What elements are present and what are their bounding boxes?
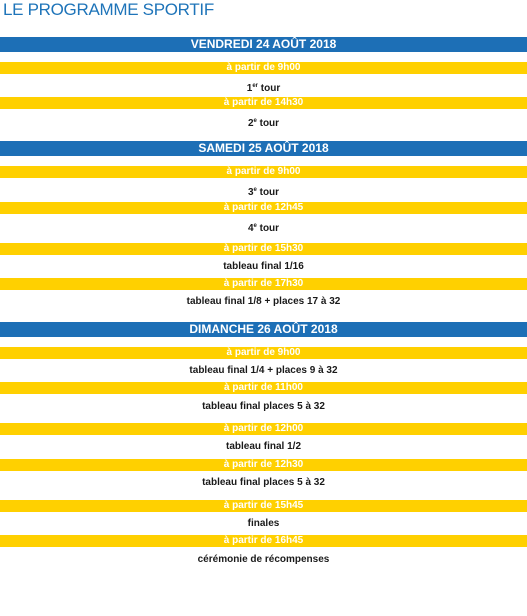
- event-label: tableau final 1/16: [223, 261, 304, 272]
- event-label: finales: [247, 518, 280, 529]
- time-bar: à partir de 9h00: [0, 347, 527, 359]
- time-bar: à partir de 14h30: [0, 97, 527, 109]
- time-bar: à partir de 15h30: [0, 243, 527, 255]
- day-header-friday: VENDREDI 24 AOÛT 2018: [0, 37, 527, 52]
- time-bar: à partir de 11h00: [0, 382, 527, 394]
- time-bar: à partir de 12h45: [0, 202, 527, 214]
- time-bar: à partir de 17h30: [0, 278, 527, 290]
- time-bar: à partir de 9h00: [0, 166, 527, 178]
- event-label: tableau final 1/2: [225, 441, 302, 452]
- event-label: cérémonie de récompenses: [197, 554, 330, 565]
- time-bar: à partir de 12h30: [0, 459, 527, 471]
- page-title: LE PROGRAMME SPORTIF: [3, 0, 214, 19]
- event-label: tableau final 1/4 + places 9 à 32: [189, 365, 338, 376]
- day-header-sunday: DIMANCHE 26 AOÛT 2018: [0, 322, 527, 337]
- time-bar: à partir de 9h00: [0, 62, 527, 74]
- event-label: tableau final 1/8 + places 17 à 32: [186, 296, 341, 307]
- event-label: 2e tour: [247, 118, 280, 129]
- time-bar: à partir de 12h00: [0, 423, 527, 435]
- event-label: 4e tour: [247, 223, 280, 234]
- event-label: tableau final places 5 à 32: [202, 477, 325, 488]
- event-label: tableau final places 5 à 32: [202, 401, 325, 412]
- time-bar: à partir de 16h45: [0, 535, 527, 547]
- event-label: 3e tour: [247, 187, 280, 198]
- day-header-saturday: SAMEDI 25 AOÛT 2018: [0, 141, 527, 156]
- time-bar: à partir de 15h45: [0, 500, 527, 512]
- event-label: 1er tour: [246, 83, 281, 94]
